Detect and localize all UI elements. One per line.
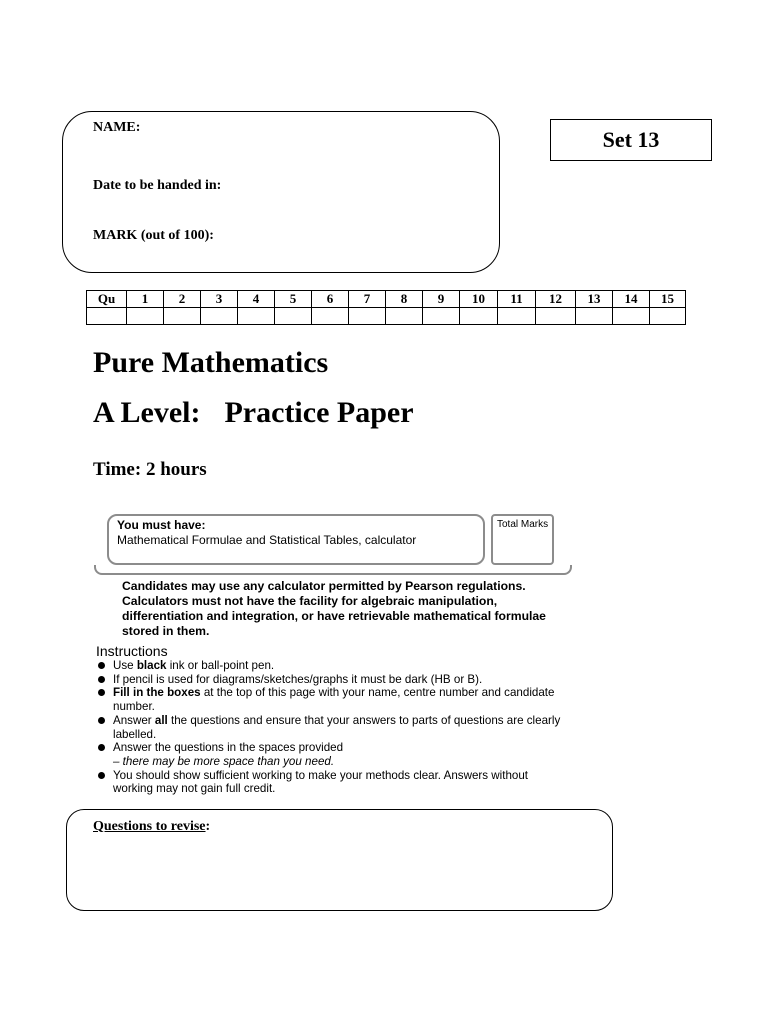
mark-cell (87, 308, 127, 325)
question-number: 3 (201, 291, 238, 308)
instruction-item: Fill in the boxes at the top of this page with your name, centre number and candidate number. (96, 686, 566, 713)
question-number: 13 (576, 291, 613, 308)
instructions-heading: Instructions (96, 643, 168, 659)
question-number: 14 (613, 291, 650, 308)
question-number: 15 (650, 291, 686, 308)
mark-cell (650, 308, 686, 325)
paper-time: Time: 2 hours (93, 459, 207, 480)
paper-title (93, 396, 414, 430)
mark-cell (312, 308, 349, 325)
question-number: 4 (238, 291, 275, 308)
total-marks-label: Total Marks (497, 519, 549, 530)
instruction-item: Answer all the questions and ensure that your answers to parts of questions are clearly labelled. (96, 714, 566, 741)
mark-cell (498, 308, 536, 325)
question-number: 5 (275, 291, 312, 308)
mark-cell (460, 308, 498, 325)
mark-cell (536, 308, 576, 325)
mark-cell (423, 308, 460, 325)
mark-cell (164, 308, 201, 325)
mark-cell (386, 308, 423, 325)
mark-cell (349, 308, 386, 325)
mark-cell (238, 308, 275, 325)
mark-cell (127, 308, 164, 325)
paper-subject: Pure Mathematics (93, 346, 329, 379)
section-divider (94, 565, 572, 575)
paper-level: A Level: (93, 396, 201, 429)
name-label: NAME: (93, 120, 141, 135)
qu-header: Qu (87, 291, 127, 308)
paper-type: Practice Paper (224, 396, 414, 429)
mark-label: MARK (out of 100): (93, 228, 214, 243)
question-number: 6 (312, 291, 349, 308)
set-number-box (550, 119, 712, 161)
mark-cell (201, 308, 238, 325)
instruction-item: Answer the questions in the spaces provided – there may be more space than you need. (96, 741, 566, 768)
must-have-heading: You must have: (117, 518, 206, 532)
question-marks-table (86, 290, 686, 325)
calculator-note: Candidates may use any calculator permitted by Pearson regulations. Calculators must not have the facility for algebraic manipulation, differentiation and integration, or have retrievable mathematical formulae stored in them. (122, 579, 546, 638)
mark-cell (613, 308, 650, 325)
question-number: 9 (423, 291, 460, 308)
instruction-item: You should show sufficient working to make your methods clear. Answers without working may not gain full credit. (96, 769, 566, 796)
revise-heading (93, 819, 210, 835)
question-number: 7 (349, 291, 386, 308)
instruction-item: Use black ink or ball-point pen. (96, 659, 566, 673)
mark-cell (275, 308, 312, 325)
question-number: 12 (536, 291, 576, 308)
mark-cell (576, 308, 613, 325)
question-mark-row (87, 308, 686, 325)
question-number: 1 (127, 291, 164, 308)
set-number: Set 13 (602, 127, 660, 152)
question-number: 10 (460, 291, 498, 308)
must-have-text: Mathematical Formulae and Statistical Tables, calculator (117, 533, 417, 547)
question-number: 8 (386, 291, 423, 308)
revise-label: Questions to revise (93, 819, 206, 834)
instructions-list (96, 659, 566, 796)
question-number: 11 (498, 291, 536, 308)
revise-colon: : (205, 819, 211, 834)
instruction-item: If pencil is used for diagrams/sketches/graphs it must be dark (HB or B). (96, 673, 566, 687)
question-number: 2 (164, 291, 201, 308)
date-label: Date to be handed in: (93, 178, 222, 193)
question-number-row (87, 291, 686, 308)
